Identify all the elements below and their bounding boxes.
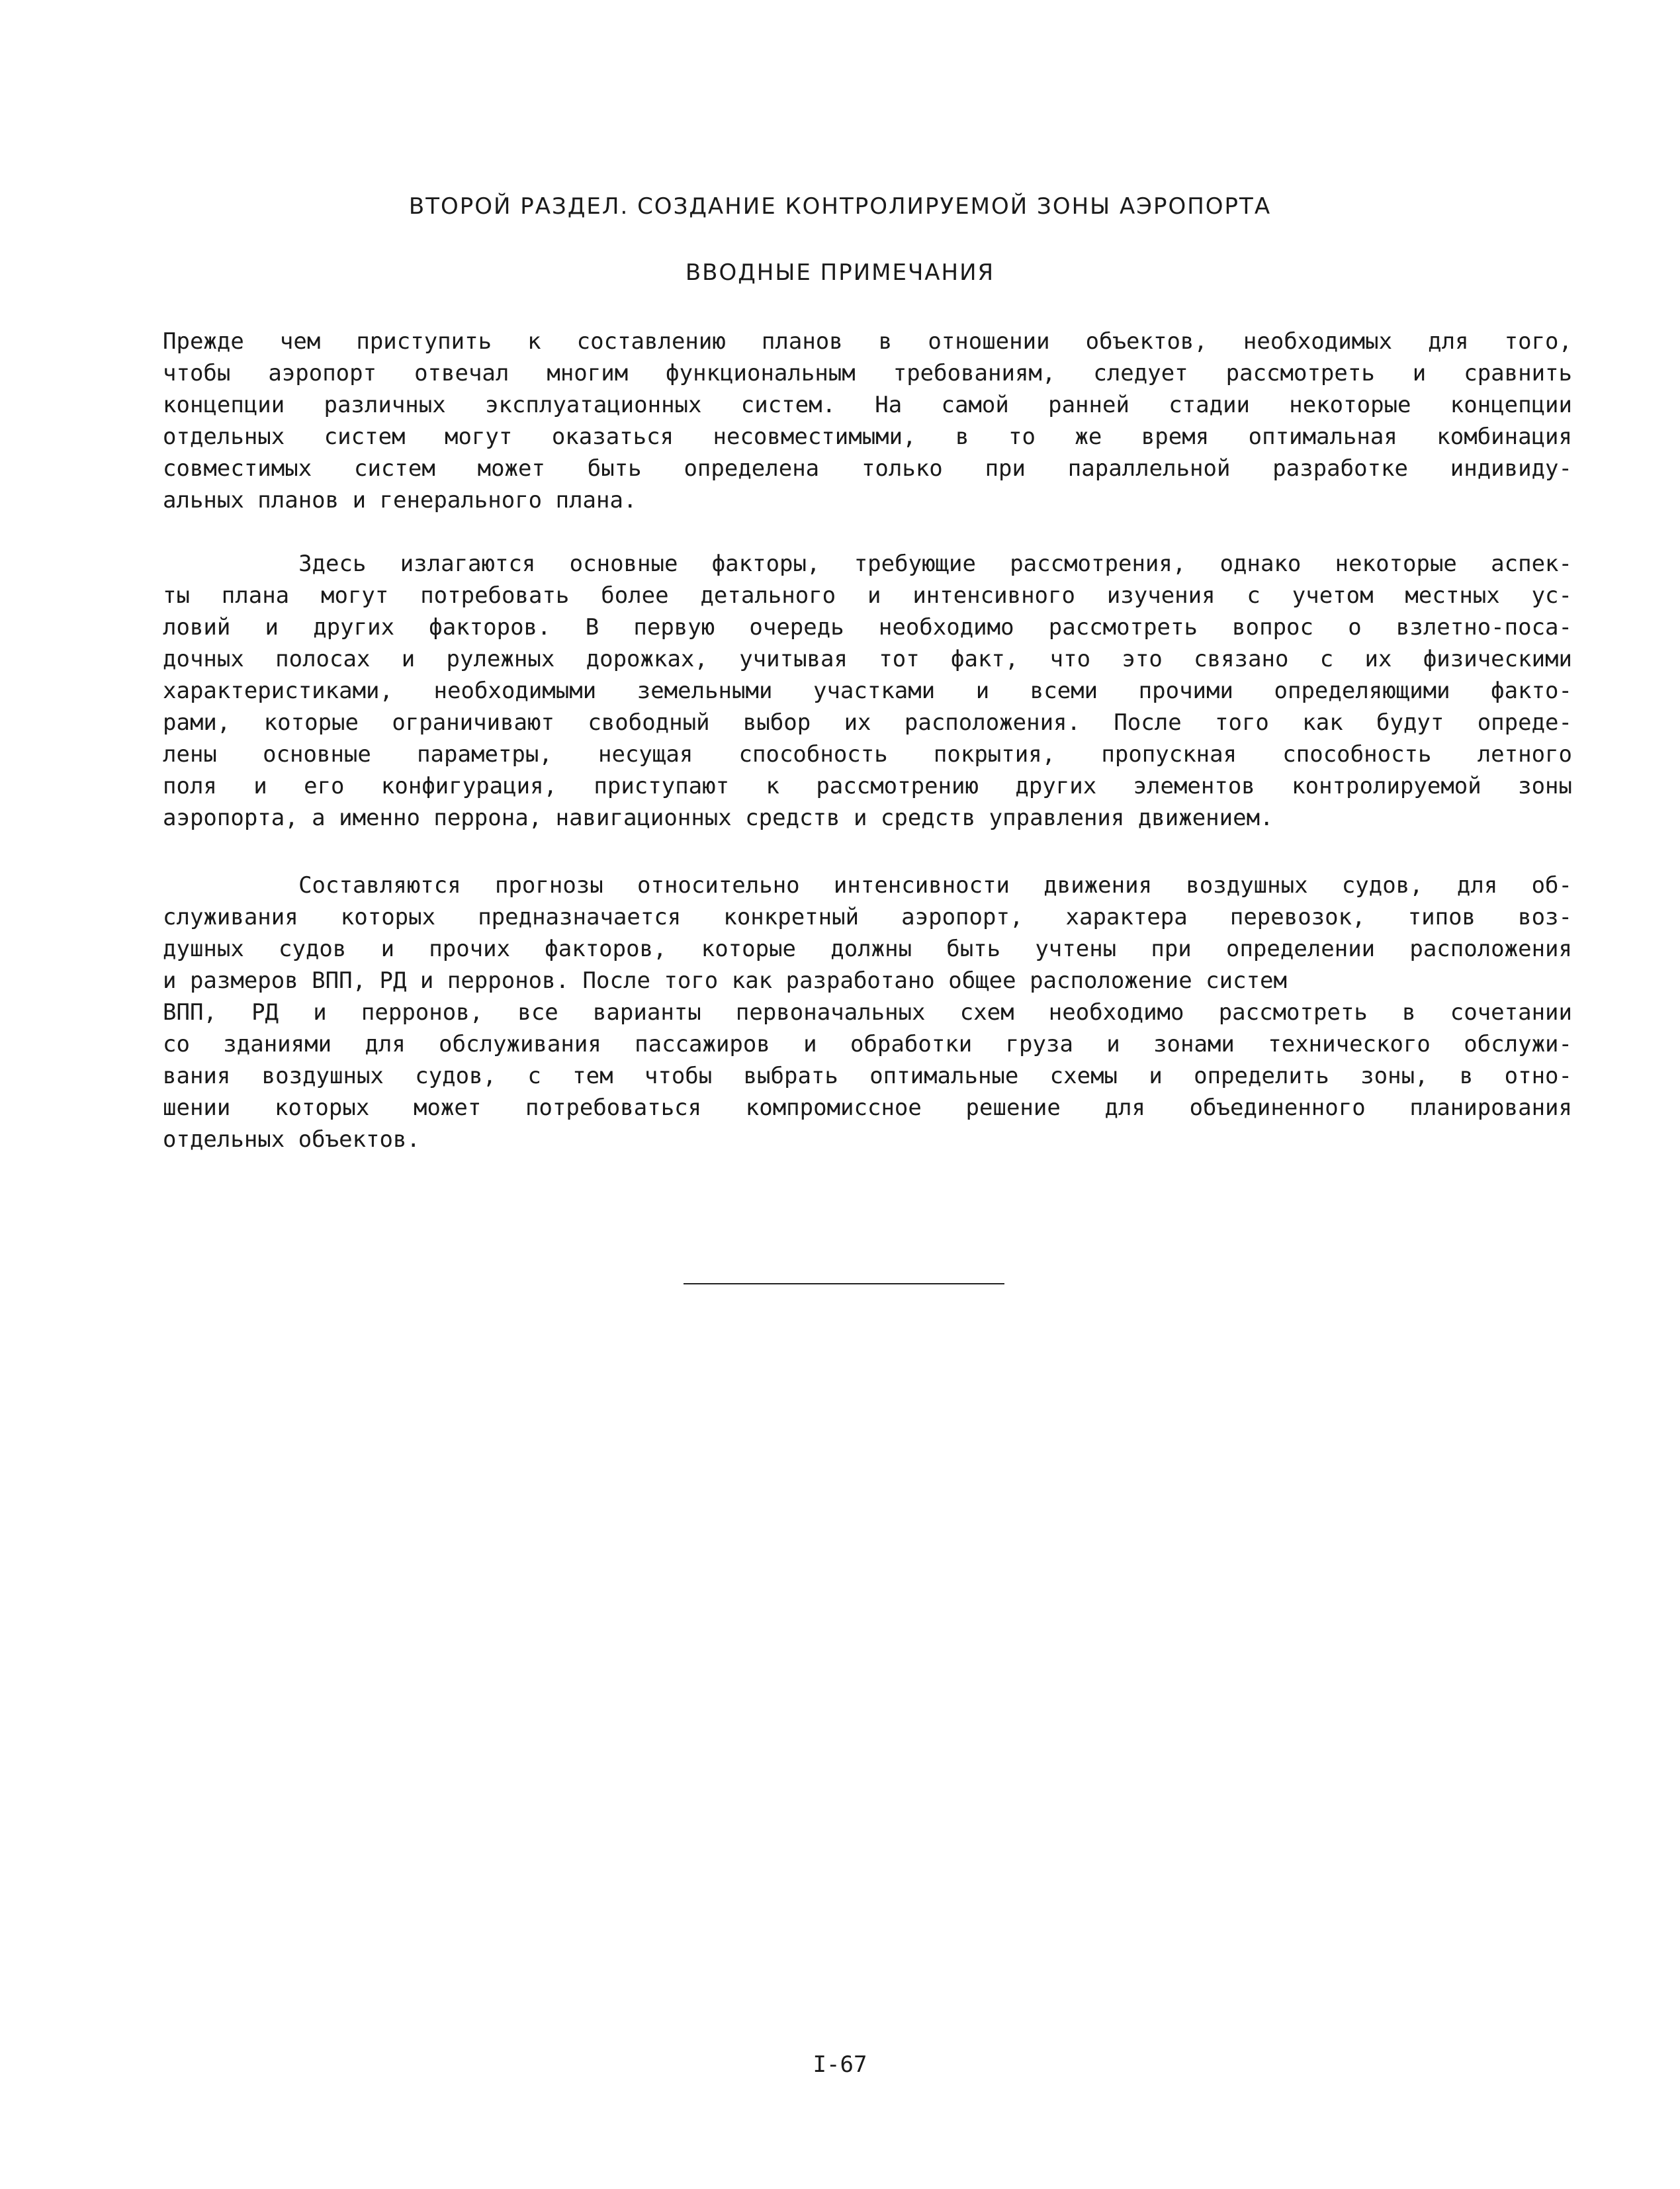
- paragraph-3: [163, 870, 1572, 1155]
- text-line: поля и его конфигурация, приступают к рассмотрению других элементов контролируемой зоны: [163, 773, 1572, 799]
- text-line: концепции различных эксплуатационных систем. На самой ранней стадии некоторые концепции: [163, 392, 1572, 418]
- text-line: совместимых систем может быть определена только при параллельной разработке индивиду-: [163, 455, 1572, 482]
- text-line: рами, которые ограничивают свободный выбор их расположения. После того как будут опреде-: [163, 709, 1572, 736]
- text-line: Составляются прогнозы относительно интенсивности движения воздушных судов, для об-: [163, 872, 1572, 899]
- subtitle: ВВОДНЫЕ ПРИМЕЧАНИЯ: [685, 259, 995, 286]
- text-line: отдельных систем могут оказаться несовместимыми, в то же время оптимальная комбинация: [163, 424, 1572, 450]
- text-line: чтобы аэропорт отвечал многим функциональным требованиям, следует рассмотреть и сравнить: [163, 360, 1572, 386]
- text-line: ВПП, РД и перронов, все варианты первоначальных схем необходимо рассмотреть в сочетании: [163, 999, 1572, 1026]
- text-line: вания воздушных судов, с тем чтобы выбрать оптимальные схемы и определить зоны, в отно-: [163, 1063, 1572, 1089]
- text-line: характеристиками, необходимыми земельными участками и всеми прочими определяющими факто-: [163, 678, 1572, 704]
- text-line: Прежде чем приступить к составлению планов в отношении объектов, необходимых для того,: [163, 328, 1572, 355]
- section-end-divider: [684, 1283, 1004, 1284]
- section-title: ВТОРОЙ РАЗДЕЛ. СОЗДАНИЕ КОНТРОЛИРУЕМОЙ ЗОНЫ АЭРОПОРТА: [408, 193, 1272, 220]
- paragraph-1: [163, 326, 1572, 516]
- text-line: ловий и других факторов. В первую очередь необходимо рассмотреть вопрос о взлетно-поса-: [163, 614, 1572, 641]
- page-number: I-67: [813, 2051, 867, 2078]
- text-line: дочных полосах и рулежных дорожках, учитывая тот факт, что это связано с их физическими: [163, 646, 1572, 672]
- text-line: лены основные параметры, несущая способность покрытия, пропускная способность летного: [163, 741, 1572, 768]
- text-line: душных судов и прочих факторов, которые должны быть учтены при определении расположения: [163, 936, 1572, 962]
- text-line: шении которых может потребоваться компромиссное решение для объединенного планирования: [163, 1094, 1572, 1121]
- text-line: Здесь излагаются основные факторы, требующие рассмотрения, однако некоторые аспек-: [163, 551, 1572, 577]
- text-line: и размеров ВПП, РД и перронов. После того как разработано общее расположение систем: [163, 967, 1287, 994]
- text-line: со зданиями для обслуживания пассажиров и обработки груза и зонами технического обслужи-: [163, 1031, 1572, 1057]
- text-line: аэропорта, а именно перрона, навигационных средств и средств управления движением.: [163, 805, 1274, 831]
- text-line: ты плана могут потребовать более детального и интенсивного изучения с учетом местных ус-: [163, 582, 1572, 609]
- paragraph-2: [163, 548, 1572, 834]
- text-line: альных планов и генерального плана.: [163, 487, 637, 514]
- text-line: служивания которых предназначается конкретный аэропорт, характера перевозок, типов воз-: [163, 904, 1572, 930]
- text-line: отдельных объектов.: [163, 1126, 420, 1153]
